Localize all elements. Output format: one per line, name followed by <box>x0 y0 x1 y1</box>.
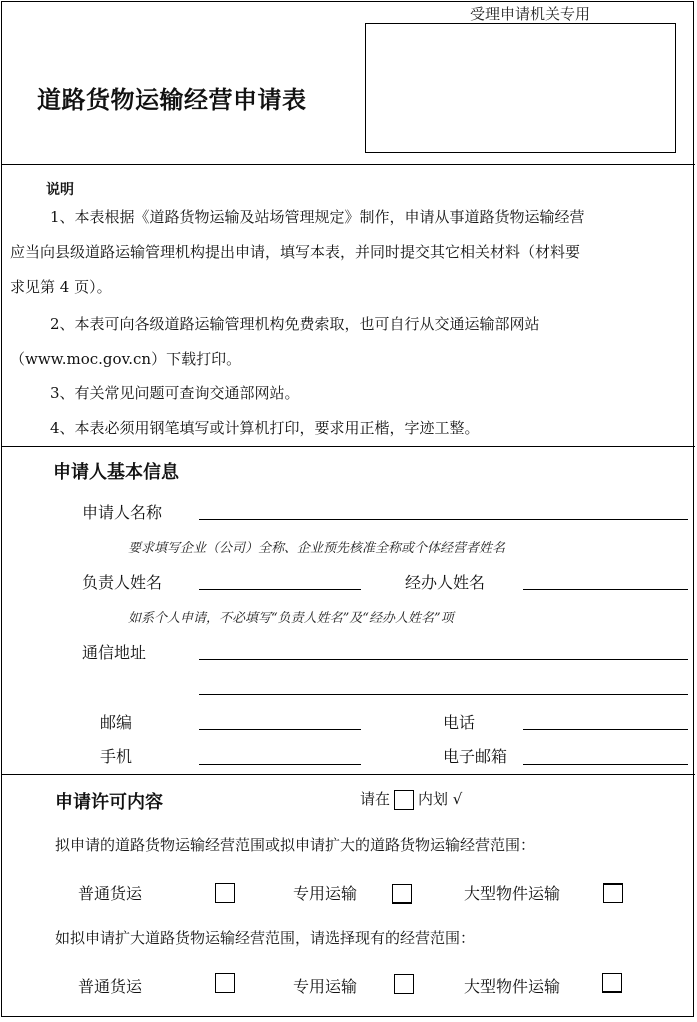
scope-option-special-label: 专用运输 <box>293 884 358 903</box>
postcode-field[interactable] <box>199 729 361 730</box>
mobile-field[interactable] <box>199 764 361 765</box>
phone-label: 电话 <box>443 713 476 732</box>
existing-option-large-label: 大型物件运输 <box>464 977 561 996</box>
existing-option-special-label: 专用运输 <box>293 977 358 996</box>
divider <box>1 164 695 165</box>
applicant-name-field[interactable] <box>199 519 688 520</box>
postcode-label: 邮编 <box>100 713 133 732</box>
person-hint: 如系个人申请，不必填写“负责人姓名”及“经办人姓名”项 <box>128 611 454 626</box>
responsible-person-field[interactable] <box>199 589 361 590</box>
instruction-line-5: （www.moc.gov.cn）下载打印。 <box>10 350 242 368</box>
address-field-line-1[interactable] <box>199 659 688 660</box>
applicant-name-hint: 要求填写企业（公司）全称、企业预先核准全称或个体经营者姓名 <box>128 541 506 556</box>
email-label: 电子邮箱 <box>443 747 508 766</box>
scope-option-large-checkbox[interactable] <box>603 883 623 903</box>
applicant-name-label: 申请人名称 <box>82 503 163 522</box>
permit-heading: 申请许可内容 <box>55 792 163 813</box>
handler-name-label: 经办人姓名 <box>405 573 486 592</box>
instruction-line-6: 3、有关常见问题可查询交通部网站。 <box>50 384 300 402</box>
instruction-line-4: 2、本表可向各级道路运输管理机构免费索取，也可自行从交通运输部网站 <box>50 315 540 333</box>
mobile-label: 手机 <box>100 747 133 766</box>
scope-option-large-label: 大型物件运输 <box>464 884 561 903</box>
stamp-area-box <box>365 23 676 153</box>
existing-option-special-checkbox[interactable] <box>394 974 414 994</box>
instruction-line-1: 1、本表根据《道路货物运输及站场管理规定》制作，申请从事道路货物运输经营 <box>50 208 585 226</box>
scope-option-general-checkbox[interactable] <box>215 883 235 903</box>
example-checkbox-icon <box>394 790 414 810</box>
email-field[interactable] <box>523 764 688 765</box>
scope-option-general-label: 普通货运 <box>78 884 143 903</box>
address-label: 通信地址 <box>82 643 147 662</box>
instruction-line-2: 应当向县级道路运输管理机构提出申请，填写本表，并同时提交其它相关材料（材料要 <box>10 243 581 261</box>
form-title: 道路货物运输经营申请表 <box>37 86 307 114</box>
responsible-person-label: 负责人姓名 <box>82 573 163 592</box>
existing-scope-question: 如拟申请扩大道路货物运输经营范围，请选择现有的经营范围： <box>55 929 476 947</box>
divider <box>1 774 695 775</box>
check-hint-prefix: 请在 <box>360 790 391 808</box>
existing-option-general-label: 普通货运 <box>78 977 143 996</box>
existing-option-general-checkbox[interactable] <box>215 973 235 993</box>
stamp-area-label: 受理申请机关专用 <box>470 5 591 23</box>
instruction-line-7: 4、本表必须用钢笔填写或计算机打印，要求用正楷，字迹工整。 <box>50 419 480 437</box>
instructions-heading: 说明 <box>46 182 74 198</box>
divider <box>1 446 695 447</box>
scope-option-special-checkbox[interactable] <box>392 884 412 904</box>
instruction-line-3: 求见第 4 页）。 <box>10 278 112 296</box>
scope-question: 拟申请的道路货物运输经营范围或拟申请扩大的道路货物运输经营范围： <box>55 836 536 854</box>
check-instruction <box>360 788 462 810</box>
handler-name-field[interactable] <box>523 589 688 590</box>
address-field-line-2[interactable] <box>199 694 688 695</box>
applicant-heading: 申请人基本信息 <box>53 462 179 483</box>
phone-field[interactable] <box>523 729 688 730</box>
check-hint-suffix: 内划 √ <box>418 790 463 808</box>
existing-option-large-checkbox[interactable] <box>602 973 622 993</box>
